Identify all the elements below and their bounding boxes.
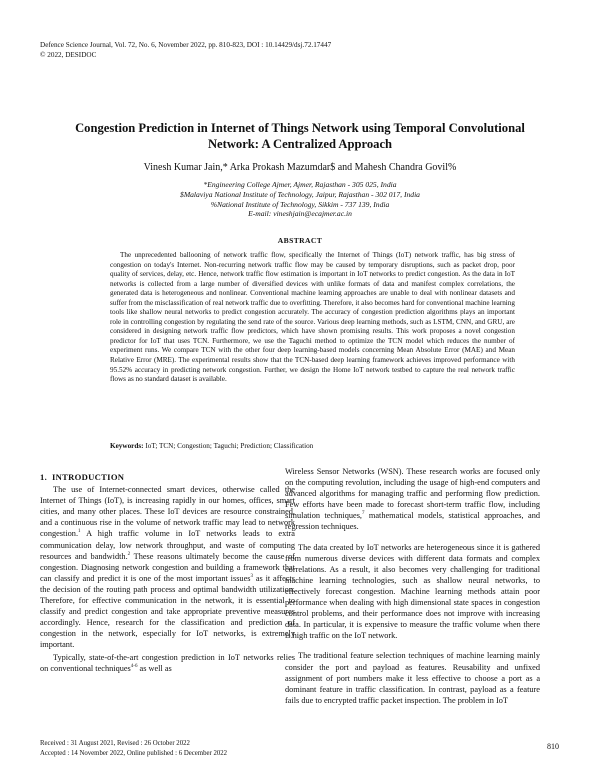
footnotes	[40, 739, 227, 759]
title-line-2: Network: A Centralized Approach	[207, 136, 393, 151]
paper-title	[40, 121, 560, 152]
page-number: 810	[547, 742, 559, 751]
keywords	[110, 442, 515, 452]
abstract-text: The unprecedented ballooning of network traffic flow, specifically the Internet of Things (IoT) network traffic, has big stress of congestion on today's Internet. Non-recurring network traffic flow may be caused by temporary disruptions, such as packet drop, poor quality of services, delay, etc. Hence, network traffic flow estimation is important in IoT networks to predict congestion. As the data in IoT networks is collected from a large number of diversified devices with unlike formats of data and manifest complex correlations, the generated data is heterogeneous and nonlinear. Conventional machine learning approaches are unable to deal with nonlinear datasets and suffer from the misclassification of real network traffic due to overfitting. Therefore, it also becomes hard for conventional machine learning tools like shallow neural networks to predict congestion accurately. The accuracy of congestion prediction algorithms plays an important role in controlling congestion by regulating the send rate of the source. Various deep learning methods, such as LSTM, CNN, and GRU, are considered in designing network traffic flow predictors, which have shown promising results. This work proposes a novel congestion predictor for IoT that uses TCN. Furthermore, we use the Taguchi method to optimize the TCN model which reduces the number of experiment runs. We compare TCN with the other four deep learning-based models concerning Mean Absolute Error (MAE) and Mean Relative Error (MRE). The experimental results show that the TCN-based deep learning framework achieves improved performance with 95.52% accuracy in predicting network congestion. Further, we design the Home IoT network testbed to capture the real network traffic flows as no standard dataset is available.	[110, 251, 515, 384]
section-heading-introduction	[40, 472, 295, 483]
title-line-1: Congestion Prediction in Internet of Things Network using Temporal Convolutional	[75, 121, 525, 135]
intro-paragraph-5: The traditional feature selection techniques of machine learning mainly consider the port and payload as features. Reusability and unfixed assignment of port numbers make it less effective to choose a port as a dominant feature in traffic classification. In contrast, payload as a feature fails due to encrypted traffic packet inspection. The problem in IoT	[285, 651, 540, 705]
intro-paragraph-3: Wireless Sensor Networks (WSN). These research works are focused only on the computing revolution, including the usage of high-end computers and advanced algorithms for managing traffic and performing flow prediction. Few efforts have been made to forecast short-term traffic flow, including simulation techniques,$^7$ mathematical models, statistical approaches, and regression techniques.	[285, 467, 540, 532]
copyright-line: © 2022, DESIDOC	[40, 50, 97, 59]
received-dates: Received : 31 August 2021, Revised : 26 October 2022	[40, 740, 190, 747]
right-column	[285, 466, 540, 707]
accepted-dates: Accepted : 14 November 2022, Online published : 6 December 2022	[40, 750, 228, 757]
author-email: E-mail: vineshjain@ecajmer.ac.in	[248, 209, 352, 219]
left-column	[40, 472, 295, 675]
abstract-heading: ABSTRACT	[277, 236, 323, 245]
section-number: 1.	[40, 472, 48, 482]
affiliation-3: %National Institute of Technology, Sikkim - 737 139, India	[210, 199, 390, 209]
journal-citation: Defence Science Journal, Vol. 72, No. 6, November 2022, pp. 810-823, DOI : 10.14429/dsj.72.17447	[40, 41, 332, 49]
affiliation-2: $Malaviya National Institute of Technology, Jaipur, Rajasthan - 302 017, India	[180, 189, 420, 199]
section-title: INTRODUCTION	[51, 472, 125, 482]
author-list: Vinesh Kumar Jain,* Arka Prokash Mazumdar$ and Mahesh Chandra Govil%	[143, 162, 457, 173]
affiliations	[40, 180, 560, 219]
intro-paragraph-4: The data created by IoT networks are heterogeneous since it is gathered from numerous diverse devices with different data formats and complex correlations. As a result, it also becomes very challenging for traditional machine learning technologies, such as shallow neural networks, to effectively forecast congestion. Machine learning methods attain poor performance when dealing with high dimensional state spaces in congestion control problems, and their performance does not improve with increasing data. In particular, it is expensive to measure the traffic volume when there is high traffic on the IoT network.	[285, 542, 540, 641]
journal-header	[40, 41, 331, 60]
intro-paragraph-2: Typically, state-of-the-art congestion prediction in IoT networks relies on conventional techniques$^{4-6}$ as well as	[40, 652, 295, 673]
affiliation-1: *Engineering College Ajmer, Ajmer, Rajasthan - 305 025, India	[203, 180, 397, 189]
keywords-list: IoT; TCN; Congestion; Taguchi; Prediction; Classification	[143, 442, 314, 450]
keywords-label: Keywords:	[110, 442, 144, 450]
intro-paragraph-1: The use of Internet-connected smart devices, otherwise called the Internet of Things (IoT), is increasing rapidly in our homes, offices, smart cities, and many other places. These IoT devices are resource constrained, and a continuous rise in the volume of network traffic may lead to network congestion.$^1$ A high traffic volume in IoT networks leads to extra communication delay, low network throughput, and waste of computing resources and bandwidth.$^2$ These reasons ultimately become the cause of congestion. Diagnosing network congestion and building a framework that can classify and predict it is one of the most important issues$^3$ as it affects the decision of the routing path process and optimal bandwidth utilization. Therefore, for effective communication in the network, it is essential to classify and predict congestion and take appropriate preventive measures accordingly. Hence, research for the classification and prediction of congestion in the network, especially for IoT networks, is extremely important.	[40, 485, 295, 650]
